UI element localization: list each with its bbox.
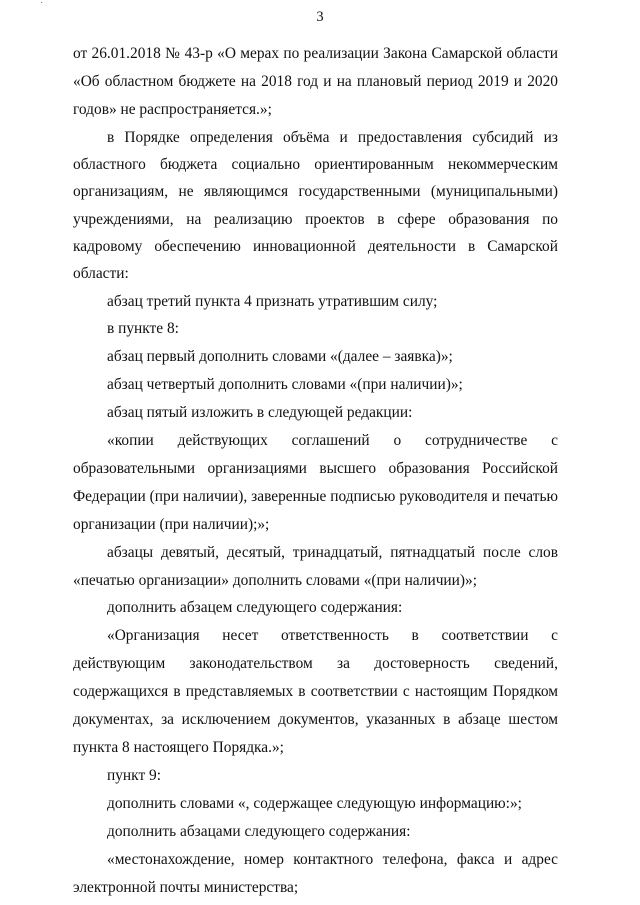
scan-mark: ˙	[40, 1, 44, 12]
paragraph-quoted-location: «местонахождение, номер контактного телефона, факса и адрес электронной почты министерства;	[73, 850, 558, 896]
paragraph-add-words: дополнить словами «, содержащее следующую информацию:»;	[107, 794, 522, 812]
paragraph-add-abzacy: дополнить абзацами следующего содержания:	[107, 822, 411, 840]
page-number: 3	[316, 9, 324, 25]
paragraph-fifth-abzac: абзац пятый изложить в следующей редакции:	[107, 404, 413, 422]
paragraph-item-8-heading: в пункте 8:	[107, 320, 179, 338]
paragraph-quoted-copies: «копии действующих соглашений о сотрудничестве с образовательными организациями высшего образования Российской Федерации (при наличии), заверенные подписью руководителя и печатью организации (при наличии);»;	[73, 432, 558, 533]
paragraph-quoted-responsibility: «Организация несет ответственность в соответствии с действующим законодательством за достоверность сведений, содержащихся в представляемых в соответствии с настоящим Порядком документах, за исключением документов, указанных в абзаце шестом пункта 8 настоящего Порядка.»;	[73, 627, 558, 756]
paragraph-continuation: от 26.01.2018 № 43-р «О мерах по реализации Закона Самарской области «Об областном бюджете на 2018 год и на плановый период 2019 и 2020 годов» не распространяется.»;	[73, 45, 558, 118]
paragraph-first-abzac: абзац первый дополнить словами «(далее – заявка)»;	[107, 348, 453, 366]
paragraph-item-4: абзац третий пункта 4 признать утратившим силу;	[107, 292, 438, 310]
paragraph-subsidy-procedure: в Порядке определения объёма и предоставления субсидий из областного бюджета социально ориентированным некоммерческим организациям, не являющимся государственными (муниципальными) учреждениями, на реализацию проектов в сфере образования по кадровому обеспечению инновационной деятельности в Самарской области:	[73, 128, 558, 283]
paragraph-fourth-abzac: абзац четвертый дополнить словами «(при наличии)»;	[107, 376, 463, 394]
paragraph-item-9-heading: пункт 9:	[107, 766, 161, 784]
document-body	[73, 40, 558, 901]
paragraph-add-abzac: дополнить абзацем следующего содержания:	[107, 599, 403, 617]
paragraph-abzacy-amendment: абзацы девятый, десятый, тринадцатый, пятнадцатый после слов «печатью организации» дополнить словами «(при наличии)»;	[73, 543, 558, 589]
